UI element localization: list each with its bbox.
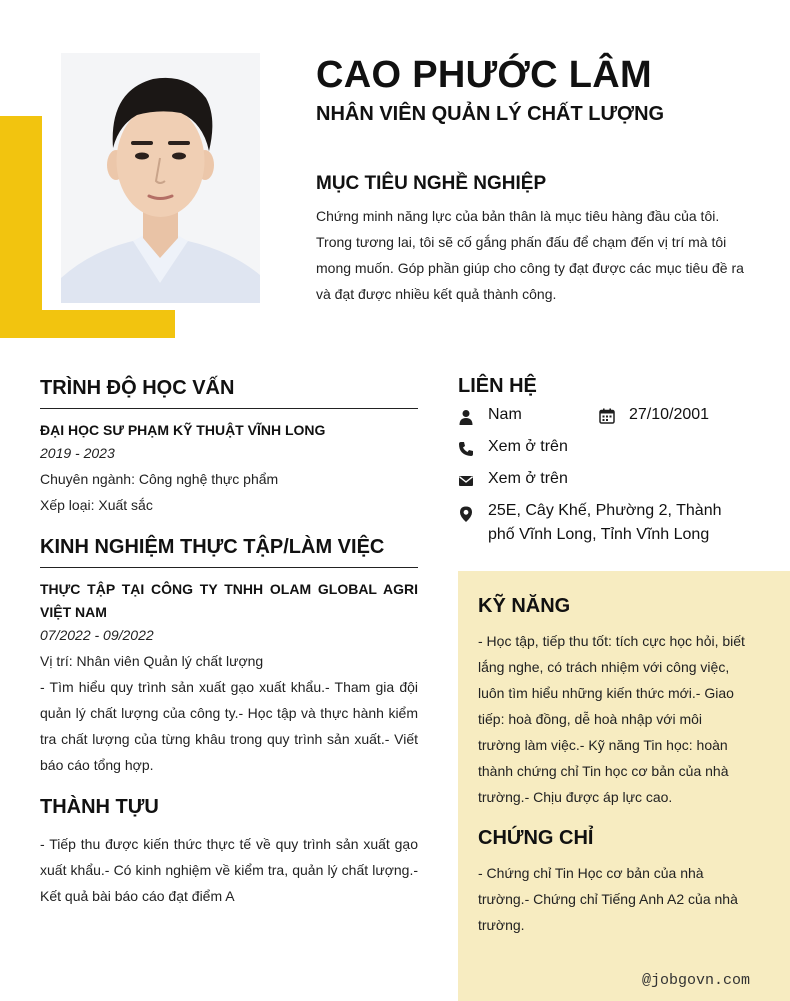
education-title: TRÌNH ĐỘ HỌC VẤN [40, 377, 235, 399]
objective-text: Chứng minh năng lực của bản thân là mục tiêu hàng đầu của tôi. Trong tương lai, tôi sẽ cố gắng phấn đấu để chạm đến vị trí mà tôi mong muốn. Góp phần giúp cho công ty đạt được các mục tiêu đề ra và đạt được nhiều kết quả thành công. [316, 208, 744, 302]
contact-address: 25E, Cây Khế, Phường 2, Thành phố Vĩnh Long, Tỉnh Vĩnh Long [488, 502, 722, 543]
experience-description: - Tìm hiểu quy trình sản xuất gạo xuất khẩu.- Tham gia đội quản lý chất lượng của công ty.- Học tập và thực hành kiểm tra chất lượng của từng khâu trong quy trình sản xuất.- Viết báo cáo tổng hợp. [40, 679, 418, 773]
achievements-title: THÀNH TỰU [40, 796, 159, 818]
calendar-icon [598, 407, 618, 427]
contact-birthday: 27/10/2001 [629, 406, 710, 423]
candidate-role: NHÂN VIÊN QUẢN LÝ CHẤT LƯỢNG [316, 103, 665, 125]
education-section [40, 375, 418, 518]
experience-divider [40, 567, 418, 568]
location-pin-icon [457, 505, 477, 525]
accent-bar-horizontal [0, 310, 175, 338]
skills-title: KỸ NĂNG [478, 595, 571, 617]
achievements-section [40, 794, 418, 909]
contact-gender: Nam [488, 406, 522, 423]
mail-icon [457, 472, 477, 492]
certificates-section [478, 825, 748, 938]
experience-period: 07/2022 - 09/2022 [40, 627, 154, 643]
experience-company: THỰC TẬP TẠI CÔNG TY TNHH OLAM GLOBAL AGRI VIỆT NAM [40, 581, 418, 620]
education-school: ĐẠI HỌC SƯ PHẠM KỸ THUẬT VĨNH LONG [40, 422, 326, 438]
contact-email: Xem ở trên [488, 470, 568, 487]
candidate-name: CAO PHƯỚC LÂM [316, 54, 652, 96]
profile-photo [61, 53, 260, 303]
person-icon [457, 407, 477, 427]
certificates-text: - Chứng chỉ Tin Học cơ bản của nhà trường.- Chứng chỉ Tiếng Anh A2 của nhà trường. [478, 865, 738, 933]
experience-section [40, 534, 418, 778]
experience-title: KINH NGHIỆM THỰC TẬP/LÀM VIỆC [40, 536, 385, 558]
contact-title: LIÊN HỆ [458, 375, 537, 397]
experience-position: Vị trí: Nhân viên Quản lý chất lượng [40, 653, 264, 669]
skills-panel [458, 571, 790, 1001]
achievements-text: - Tiếp thu được kiến thức thực tế về quy trình sản xuất gạo xuất khẩu.- Có kinh nghiệm về kiểm tra, quản lý chất lượng.- Kết quả bài báo cáo đạt điểm A [40, 836, 418, 904]
contact-phone: Xem ở trên [488, 438, 568, 455]
education-divider [40, 408, 418, 409]
certificates-title: CHỨNG CHỈ [478, 827, 594, 849]
accent-bar-vertical [0, 116, 42, 338]
education-major: Chuyên ngành: Công nghệ thực phẩm [40, 471, 279, 487]
skills-section [478, 593, 748, 810]
education-period: 2019 - 2023 [40, 445, 115, 461]
watermark: @jobgovn.com [642, 972, 751, 989]
objective-title: MỤC TIÊU NGHỀ NGHIỆP [316, 173, 547, 194]
skills-text: - Học tập, tiếp thu tốt: tích cực học hỏi, biết lắng nghe, có trách nhiệm với công việc, luôn tìm hiểu những kiến thức mới.- Giao tiếp: hoà đồng, dễ hoà nhập với môi trường làm việc.- Kỹ năng Tin học: hoàn thành chứng chỉ Tin học cơ bản của nhà trường.- Chịu được áp lực cao. [478, 633, 745, 805]
education-rank: Xếp loại: Xuất sắc [40, 497, 153, 513]
phone-icon [457, 440, 477, 460]
profile-photo-illustration [61, 53, 260, 303]
